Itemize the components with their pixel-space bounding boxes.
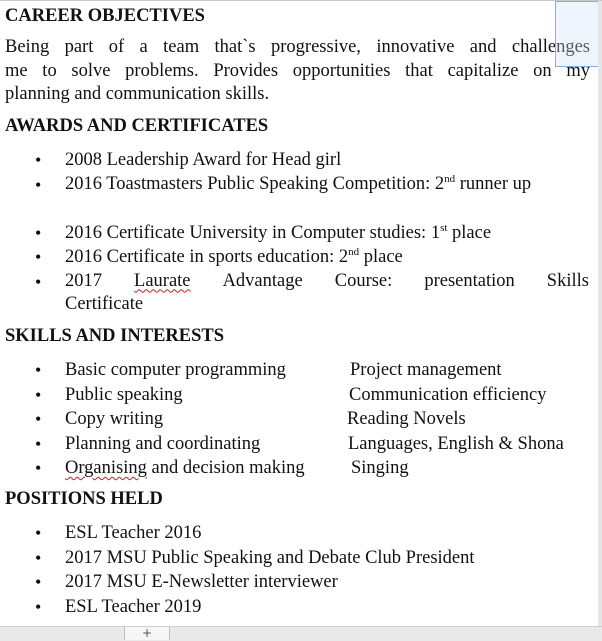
skill-left-rest: and decision making bbox=[146, 458, 305, 478]
list-item bbox=[0, 407, 600, 432]
career-line-2-text: me to solve problems. Provides opportunities that capitalize on my bbox=[5, 60, 590, 81]
award-text-part: 2016 Certificate in sports education: 2 bbox=[65, 247, 349, 267]
bullet-icon: • bbox=[35, 572, 42, 592]
bullet-icon: • bbox=[35, 360, 42, 380]
ordinal-suffix: nd bbox=[348, 245, 360, 258]
award-text bbox=[65, 245, 589, 270]
list-item bbox=[0, 358, 600, 383]
list-item bbox=[0, 148, 600, 173]
bullet-icon: • bbox=[35, 247, 42, 267]
award-text bbox=[65, 270, 589, 316]
award-text-part: 2016 Certificate University in Computer studies: 1 bbox=[65, 222, 441, 243]
bullet-icon: • bbox=[35, 174, 42, 195]
position-text: 2017 MSU E-Newsletter interviewer bbox=[65, 572, 338, 592]
skill-right: Communication efficiency bbox=[349, 384, 547, 405]
skill-right: Languages, English & Shona bbox=[348, 433, 564, 454]
award-word: Skills bbox=[546, 270, 589, 291]
bullet-icon: • bbox=[35, 384, 42, 405]
career-line-1 bbox=[5, 36, 590, 60]
ordinal-suffix: nd bbox=[444, 172, 456, 185]
award-text-part: place bbox=[447, 222, 492, 243]
award-continuation: Certificate bbox=[65, 293, 144, 314]
list-item bbox=[0, 432, 600, 457]
skill-right: Project management bbox=[350, 360, 502, 380]
list-item bbox=[0, 595, 600, 620]
career-line-1-text: Being part of a team that`s progressive, innovative and challenges bbox=[5, 37, 590, 57]
bullet-icon: • bbox=[35, 596, 42, 617]
bullet-icon: • bbox=[35, 222, 42, 243]
section-heading-positions: POSITIONS HELD bbox=[5, 489, 163, 509]
section-heading-awards: AWARDS AND CERTIFICATES bbox=[5, 116, 269, 136]
career-line-2 bbox=[5, 60, 590, 84]
award-text-part: place bbox=[359, 247, 403, 267]
sheet-tab-bar bbox=[0, 626, 602, 641]
list-item bbox=[0, 383, 600, 408]
award-text bbox=[65, 221, 589, 246]
positions-list bbox=[0, 521, 600, 619]
bullet-icon: • bbox=[35, 409, 42, 429]
vertical-scrollbar[interactable] bbox=[598, 1, 602, 627]
add-sheet-button[interactable]: + bbox=[124, 627, 170, 640]
career-objective-paragraph bbox=[5, 36, 590, 107]
skill-word-misspelled: Organising bbox=[65, 458, 147, 478]
award-word-misspelled: Laurate bbox=[134, 270, 191, 291]
list-item bbox=[0, 521, 600, 546]
career-line-3: planning and communication skills. bbox=[5, 84, 270, 104]
award-word: 2017 bbox=[65, 270, 102, 291]
bullet-icon: • bbox=[35, 150, 42, 170]
list-item bbox=[0, 456, 600, 481]
skill-left: Basic computer programming bbox=[65, 360, 286, 380]
bullet-icon: • bbox=[35, 547, 42, 568]
skill-left: Planning and coordinating bbox=[65, 433, 261, 454]
bullet-icon: • bbox=[35, 433, 42, 454]
list-item bbox=[0, 221, 600, 246]
award-word: presentation bbox=[424, 270, 515, 291]
bullet-icon: • bbox=[35, 523, 42, 543]
position-text: ESL Teacher 2016 bbox=[65, 523, 202, 543]
award-text bbox=[65, 173, 589, 196]
award-word: Course: bbox=[334, 270, 393, 291]
skill-right: Singing bbox=[351, 458, 409, 478]
selected-cell-highlight[interactable] bbox=[555, 1, 600, 67]
skill-right: Reading Novels bbox=[347, 409, 466, 429]
list-item bbox=[0, 546, 600, 571]
section-heading-career: CAREER OBJECTIVES bbox=[5, 6, 205, 26]
list-item bbox=[0, 173, 600, 221]
award-justified-line bbox=[65, 270, 589, 293]
list-item bbox=[0, 570, 600, 595]
skill-left bbox=[65, 456, 589, 481]
award-text-part: runner up bbox=[455, 173, 532, 194]
skill-left: Copy writing bbox=[65, 409, 164, 429]
award-text-part: 2016 Toastmasters Public Speaking Competition: 2 bbox=[65, 173, 445, 194]
skills-list bbox=[0, 358, 600, 481]
position-text: ESL Teacher 2019 bbox=[65, 596, 202, 617]
list-item bbox=[0, 270, 600, 318]
bullet-icon: • bbox=[35, 271, 42, 292]
award-text: 2008 Leadership Award for Head girl bbox=[65, 150, 342, 170]
list-item bbox=[0, 245, 600, 270]
awards-list bbox=[0, 148, 600, 318]
position-text: 2017 MSU Public Speaking and Debate Club President bbox=[65, 547, 475, 568]
skill-left: Public speaking bbox=[65, 384, 183, 405]
award-word: Advantage bbox=[222, 270, 303, 291]
section-heading-skills: SKILLS AND INTERESTS bbox=[5, 326, 225, 346]
bullet-icon: • bbox=[35, 458, 42, 478]
ordinal-suffix: st bbox=[440, 221, 448, 234]
